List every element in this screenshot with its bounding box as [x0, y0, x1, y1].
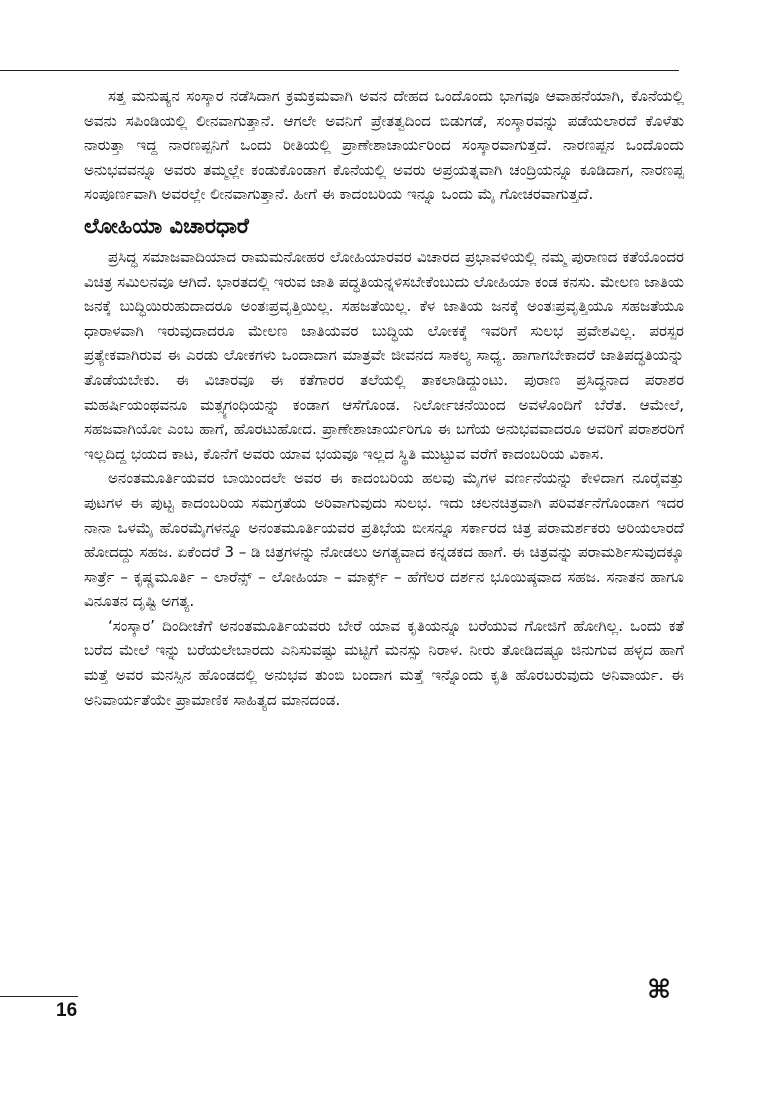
page-body: [84, 84, 684, 712]
paragraph-lohia-influence: ಪ್ರಸಿದ್ಧ ಸಮಾಜವಾದಿಯಾದ ರಾಮಮನೋಹರ ಲೋಹಿಯಾರವರ ವಿಚಾರದ ಪ್ರಭಾವಳಿಯಲ್ಲಿ ನಮ್ಮ ಪುರಾಣದ ಕತೆಯೊಂದರ ವಿಚಿತ್ರ ಸಮಿಲನವೂ ಆಗಿದೆ. ಭಾರತದಲ್ಲಿ ಇರುವ ಜಾತಿ ಪದ್ಧತಿಯನ್ನಳಿಸಬೇಕೆಂಬುದು ಲೋಹಿಯಾ ಕಂಡ ಕನಸು. ಮೇಲಣ ಜಾತಿಯ ಜನಕ್ಕೆ ಬುದ್ಧಿಯಿರುಹುದಾದರೂ ಅಂತಃಪ್ರವೃತ್ತಿಯಿಲ್ಲ. ಸಹಜತೆಯಿಲ್ಲ. ಕೆಳ ಜಾತಿಯ ಜನಕ್ಕೆ ಅಂತಃಪ್ರವೃತ್ತಿಯೂ ಸಹಜತೆಯೂ ಧಾರಾಳವಾಗಿ ಇರುವುದಾದರೂ ಮೇಲಣ ಜಾತಿಯವರ ಬುದ್ಧಿಯ ಲೋಕಕ್ಕೆ ಇವರಿಗೆ ಸುಲಭ ಪ್ರವೇಶವಿಲ್ಲ. ಪರಸ್ಪರ ಪ್ರತ್ಯೇಕವಾಗಿರುವ ಈ ಎರಡು ಲೋಕಗಳು ಒಂದಾದಾಗ ಮಾತ್ರವೇ ಜೀವನದ ಸಾಕಲ್ಯ ಸಾಧ್ಯ. ಹಾಗಾಗಬೇಕಾದರೆ ಜಾತಿಪದ್ಧತಿಯನ್ನು ತೊಡೆಯಬೇಕು. ಈ ವಿಚಾರವೂ ಈ ಕತೆಗಾರರ ತಲೆಯಲ್ಲಿ ತಾಕಲಾಡಿದ್ದುಂಟು. ಪುರಾಣ ಪ್ರಸಿದ್ಧನಾದ ಪರಾಶರ ಮಹರ್ಷಿಯಂಥವನೂ ಮತ್ಸ್ಯಗಂಧಿಯನ್ನು ಕಂಡಾಗ ಆಸೆಗೊಂಡ. ನಿರ್ಲೋಚನೆಯಿಂದ ಅವಳೊಂದಿಗೆ ಬೆರೆತ. ಆಮೇಲೆ, ಸಹಜವಾಗಿಯೋ ಎಂಬ ಹಾಗೆ, ಹೊರಟುಹೋದ. ಪ್ರಾಣೇಶಾಚಾರ್ಯರಿಗೂ ಈ ಬಗೆಯ ಅನುಭವವಾದರೂ ಅವರಿಗೆ ಪರಾಶರರಿಗೆ ಇಲ್ಲದಿದ್ದ ಭಯದ ಕಾಟ, ಕೊನೆಗೆ ಅವರು ಯಾವ ಭಯವೂ ಇಲ್ಲದ ಸ್ಥಿತಿ ಮುಟ್ಟುವ ವರೆಗೆ ಕಾದಂಬರಿಯ ವಿಕಾಸ.: [84, 247, 684, 463]
paragraph-film-adaptation: ಅನಂತಮೂರ್ತಿಯವರ ಬಾಯಿಂದಲೇ ಅವರ ಈ ಕಾದಂಬರಿಯ ಹಲವು ಮೈಗಳ ವರ್ಣನೆಯನ್ನು ಕೇಳಿದಾಗ ನೂರೈವತ್ತು ಪುಟಗಳ ಈ ಪುಟ್ಟ ಕಾದಂಬರಿಯ ಸಮಗ್ರತೆಯ ಅರಿವಾಗುವುದು ಸುಲಭ. ಇದು ಚಲನಚಿತ್ರವಾಗಿ ಪರಿವರ್ತನೆಗೊಂಡಾಗ ಇದರ ನಾನಾ ಒಳಮೈ ಹೊರಮೈಗಳನ್ನೂ ಅನಂತಮೂರ್ತಿಯವರ ಪ್ರತಿಭೆಯ ಬೀಸನ್ನೂ ಸರ್ಕಾರದ ಚಿತ್ರ ಪರಾಮರ್ಶಕರು ಅರಿಯಲಾರದೆ ಹೋದದ್ದು ಸಹಜ. ಏಕೆಂದರೆ 3 – ಡಿ ಚಿತ್ರಗಳನ್ನು ನೋಡಲು ಅಗತ್ಯವಾದ ಕನ್ನಡಕದ ಹಾಗೆ. ಈ ಚಿತ್ರವನ್ನು ಪರಾಮರ್ಶಿಸುವುದಕ್ಕೂ ಸಾರ್ತ್ರೆ – ಕೃಷ್ಣಮೂರ್ತಿ – ಲಾರೆನ್ಸ್ – ಲೋಹಿಯಾ – ಮಾರ್ಕ್ಸ್ – ಹೆಗೆಲರ ದರ್ಶನ ಭೂಯಿಷ್ಠವಾದ ಸಹಜ. ಸನಾತನ ಹಾಗೂ ವಿನೂತನ ದೃಷ್ಟಿ ಅಗತ್ಯ.: [84, 469, 684, 611]
footer-rule: [0, 996, 78, 997]
paragraph-after-samskara: ‘ಸಂಸ್ಕಾರ’ ದಿಂದೀಚೆಗೆ ಅನಂತಮೂರ್ತಿಯವರು ಬೇರೆ ಯಾವ ಕೃತಿಯನ್ನೂ ಬರೆಯುವ ಗೋಜಿಗೆ ಹೋಗಿಲ್ಲ. ಒಂದು ಕತೆ ಬರೆದ ಮೇಲೆ ಇನ್ನು ಬರೆಯಲೇಬಾರದು ಎನಿಸುವಷ್ಟು ಮಟ್ಟಿಗೆ ಮನಸ್ಸು ನಿರಾಳ. ನೀರು ತೋಡಿದಷ್ಟೂ ಜಿನುಗುವ ಹಳ್ಳದ ಹಾಗೆ ಮತ್ತೆ ಅವರ ಮನಸ್ಸಿನ ಹೊಂಡದಲ್ಲಿ ಅನುಭವ ತುಂಬಿ ಬಂದಾಗ ಮತ್ತೆ ಇನ್ನೊಂದು ಕೃತಿ ಹೊರಬರುವುದು ಅನಿವಾರ್ಯ. ಈ ಅನಿವಾರ್ಯತೆಯೇ ಪ್ರಾಮಾಣಿಕ ಸಾಹಿತ್ಯದ ಮಾನದಂಡ.: [84, 616, 684, 709]
section-heading: ಲೋಹಿಯಾ ವಿಚಾರಧಾರೆ: [84, 213, 249, 238]
page-number: 16: [56, 1000, 78, 1021]
paragraph-samskara-summary: ಸತ್ತ ಮನುಷ್ಯನ ಸಂಸ್ಕಾರ ನಡೆಸಿದಾಗ ಕ್ರಮಕ್ರಮವಾಗಿ ಅವನ ದೇಹದ ಒಂದೊಂದು ಭಾಗವೂ ಆವಾಹನೆಯಾಗಿ, ಕೊನೆಯಲ್ಲಿ ಅವನು ಸಪಿಂಡಿಯಲ್ಲಿ ಲೀನವಾಗುತ್ತಾನೆ. ಆಗಲೇ ಅವನಿಗೆ ಪ್ರೇತತ್ವದಿಂದ ಬಿಡುಗಡೆ, ಸಂಸ್ಕಾರವನ್ನು ಪಡೆಯಲಾರದೆ ಕೊಳೆತು ನಾರುತ್ತಾ ಇದ್ದ ನಾರಣಪ್ಪನಿಗೆ ಒಂದು ರೀತಿಯಲ್ಲಿ ಪ್ರಾಣೇಶಾಚಾರ್ಯರಿಂದ ಸಂಸ್ಕಾರವಾಗುತ್ತದೆ. ನಾರಣಪ್ಪನ ಒಂದೊಂದು ಅನುಭವವನ್ನೂ ಅವರು ತಮ್ಮಲ್ಲೇ ಕಂಡುಕೊಂಡಾಗ ಕೊನೆಯಲ್ಲಿ ಅವರು ಅಪ್ರಯತ್ನವಾಗಿ ಚಂದ್ರಿಯನ್ನೂ ಕೂಡಿದಾಗ, ನಾರಣಪ್ಪ ಸಂಪೂರ್ಣವಾಗಿ ಅವರಲ್ಲೇ ಲೀನವಾಗುತ್ತಾನೆ. ಹೀಗೆ ಈ ಕಾದಂಬರಿಯ ಇನ್ನೂ ಒಂದು ಮೈ ಗೋಚರವಾಗುತ್ತದೆ.: [84, 87, 684, 204]
command-symbol-ornament: ⌘: [647, 975, 672, 1005]
header-rule: [0, 70, 679, 71]
